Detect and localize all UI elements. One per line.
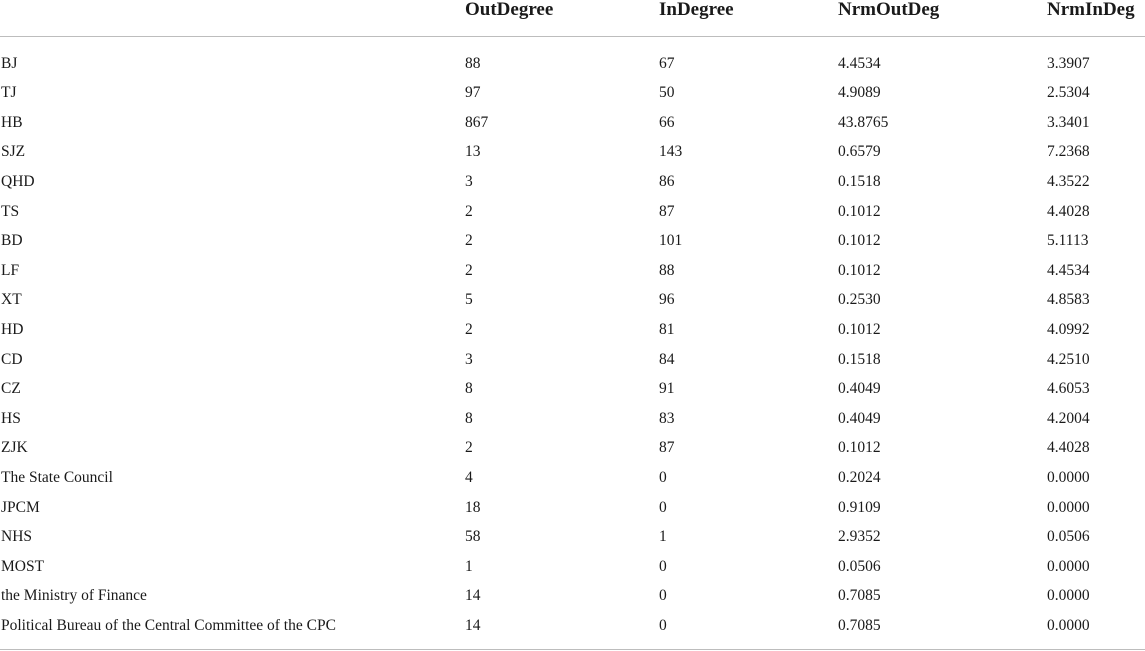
table-cell: 66 bbox=[659, 113, 675, 131]
table-cell: 1 bbox=[465, 557, 473, 575]
table-cell: 0.1012 bbox=[838, 232, 881, 250]
table-cell: 3 bbox=[465, 172, 473, 190]
table-cell: 4.2510 bbox=[1047, 350, 1090, 368]
table-cell: 2.5304 bbox=[1047, 84, 1090, 102]
table-cell: 84 bbox=[659, 350, 675, 368]
table-cell: 0.0506 bbox=[838, 557, 881, 575]
table-cell: 0.1518 bbox=[838, 350, 881, 368]
table-cell: 86 bbox=[659, 172, 675, 190]
table-cell: 3.3401 bbox=[1047, 113, 1090, 131]
table-cell: 0 bbox=[659, 616, 667, 634]
table-cell: 0.4049 bbox=[838, 409, 881, 427]
table-cell: 0.6579 bbox=[838, 143, 881, 161]
table-cell: CZ bbox=[1, 380, 21, 398]
table-cell: 0.2024 bbox=[838, 468, 881, 486]
table-row bbox=[0, 78, 1145, 108]
table-cell: 5.1113 bbox=[1047, 232, 1089, 250]
table-cell: HS bbox=[1, 409, 21, 427]
table-cell: 0.0506 bbox=[1047, 528, 1090, 546]
table-row bbox=[0, 433, 1145, 463]
table-row bbox=[0, 315, 1145, 345]
table-cell: HD bbox=[1, 320, 24, 338]
table-cell: 81 bbox=[659, 320, 675, 338]
table-cell: TS bbox=[1, 202, 20, 220]
table-cell: 87 bbox=[659, 439, 675, 457]
table-cell: 0 bbox=[659, 587, 667, 605]
table-cell: 7.2368 bbox=[1047, 143, 1090, 161]
table-cell: 101 bbox=[659, 232, 683, 250]
table-cell: 2 bbox=[465, 439, 473, 457]
table-cell: 4.2004 bbox=[1047, 409, 1090, 427]
table-cell: 4.8583 bbox=[1047, 291, 1090, 309]
table-row bbox=[0, 404, 1145, 434]
table-row bbox=[0, 345, 1145, 375]
table-cell: 0 bbox=[659, 557, 667, 575]
table-cell: 4.3522 bbox=[1047, 172, 1090, 190]
table-row bbox=[0, 226, 1145, 256]
table-cell: 4.0992 bbox=[1047, 320, 1090, 338]
table-row bbox=[0, 374, 1145, 404]
table-cell: the Ministry of Finance bbox=[1, 587, 147, 605]
table-cell: 2 bbox=[465, 261, 473, 279]
table-cell: 3 bbox=[465, 350, 473, 368]
table-cell: 14 bbox=[465, 587, 481, 605]
table-cell: 2 bbox=[465, 232, 473, 250]
table-cell: 43.8765 bbox=[838, 113, 889, 131]
table-row bbox=[0, 285, 1145, 315]
table-cell: JPCM bbox=[1, 498, 40, 516]
table-cell: 50 bbox=[659, 84, 675, 102]
table-row bbox=[0, 256, 1145, 286]
table-cell: QHD bbox=[1, 172, 35, 190]
table-header bbox=[0, 0, 1145, 37]
table-cell: 88 bbox=[465, 54, 481, 72]
table-cell: 0.1012 bbox=[838, 320, 881, 338]
table-cell: 143 bbox=[659, 143, 683, 161]
table-cell: 18 bbox=[465, 498, 481, 516]
table-cell: SJZ bbox=[1, 143, 26, 161]
table-cell: BJ bbox=[1, 54, 18, 72]
table-row bbox=[0, 108, 1145, 138]
bottom-rule bbox=[0, 649, 1145, 650]
table-cell: 96 bbox=[659, 291, 675, 309]
table-cell: 4.4028 bbox=[1047, 202, 1090, 220]
table-cell: 0.2530 bbox=[838, 291, 881, 309]
table-cell: Political Bureau of the Central Committee of the CPC bbox=[1, 616, 336, 634]
table-cell: 0.0000 bbox=[1047, 557, 1090, 575]
table-row bbox=[0, 493, 1145, 523]
table-cell: 83 bbox=[659, 409, 675, 427]
table-cell: 87 bbox=[659, 202, 675, 220]
table-row bbox=[0, 167, 1145, 197]
table-cell: 0 bbox=[659, 498, 667, 516]
table-cell: 0.9109 bbox=[838, 498, 881, 516]
table-cell: 14 bbox=[465, 616, 481, 634]
table-cell: 4.4028 bbox=[1047, 439, 1090, 457]
table-cell: 2 bbox=[465, 320, 473, 338]
table-cell: 2 bbox=[465, 202, 473, 220]
header-cell-indegree: InDegree bbox=[659, 0, 734, 20]
table-cell: BD bbox=[1, 232, 23, 250]
table-cell: NHS bbox=[1, 528, 33, 546]
table-cell: 4.9089 bbox=[838, 84, 881, 102]
table-cell: MOST bbox=[1, 557, 45, 575]
table-cell: 867 bbox=[465, 113, 489, 131]
table-cell: 0.7085 bbox=[838, 587, 881, 605]
table-row bbox=[0, 197, 1145, 227]
table-cell: 4.6053 bbox=[1047, 380, 1090, 398]
table-row bbox=[0, 49, 1145, 79]
table-cell: 2.9352 bbox=[838, 528, 881, 546]
table-row bbox=[0, 463, 1145, 493]
table-cell: 0.0000 bbox=[1047, 587, 1090, 605]
table-cell: HB bbox=[1, 113, 23, 131]
table-cell: LF bbox=[1, 261, 20, 279]
table-cell: 0.1012 bbox=[838, 261, 881, 279]
table-cell: 0.0000 bbox=[1047, 468, 1090, 486]
table-cell: 0.0000 bbox=[1047, 616, 1090, 634]
table-cell: 0.1012 bbox=[838, 202, 881, 220]
table-cell: 88 bbox=[659, 261, 675, 279]
table-cell: 3.3907 bbox=[1047, 54, 1090, 72]
table-cell: 0.1012 bbox=[838, 439, 881, 457]
table-cell: 0 bbox=[659, 468, 667, 486]
table-cell: 8 bbox=[465, 380, 473, 398]
table-cell: 8 bbox=[465, 409, 473, 427]
header-cell-nrmindeg: NrmInDeg bbox=[1047, 0, 1135, 20]
table-cell: 0.7085 bbox=[838, 616, 881, 634]
table-cell: The State Council bbox=[1, 468, 113, 486]
table-row bbox=[0, 581, 1145, 611]
header-cell-outdegree: OutDegree bbox=[465, 0, 554, 20]
table-cell: CD bbox=[1, 350, 23, 368]
header-cell-nrmoutdeg: NrmOutDeg bbox=[838, 0, 940, 20]
table-cell: TJ bbox=[1, 84, 17, 102]
table-cell: 13 bbox=[465, 143, 481, 161]
table-cell: 0.0000 bbox=[1047, 498, 1090, 516]
table-cell: 67 bbox=[659, 54, 675, 72]
table-cell: 4.4534 bbox=[838, 54, 881, 72]
table-cell: 97 bbox=[465, 84, 481, 102]
table-cell: XT bbox=[1, 291, 22, 309]
table-cell: 1 bbox=[659, 528, 667, 546]
table-row bbox=[0, 552, 1145, 582]
table-cell: 91 bbox=[659, 380, 675, 398]
table-cell: 4.4534 bbox=[1047, 261, 1090, 279]
table-row bbox=[0, 137, 1145, 167]
table-row bbox=[0, 522, 1145, 552]
table-cell: 5 bbox=[465, 291, 473, 309]
table-cell: ZJK bbox=[1, 439, 28, 457]
table-cell: 0.1518 bbox=[838, 172, 881, 190]
table-cell: 58 bbox=[465, 528, 481, 546]
table-row bbox=[0, 611, 1145, 641]
table-cell: 0.4049 bbox=[838, 380, 881, 398]
table-cell: 4 bbox=[465, 468, 473, 486]
